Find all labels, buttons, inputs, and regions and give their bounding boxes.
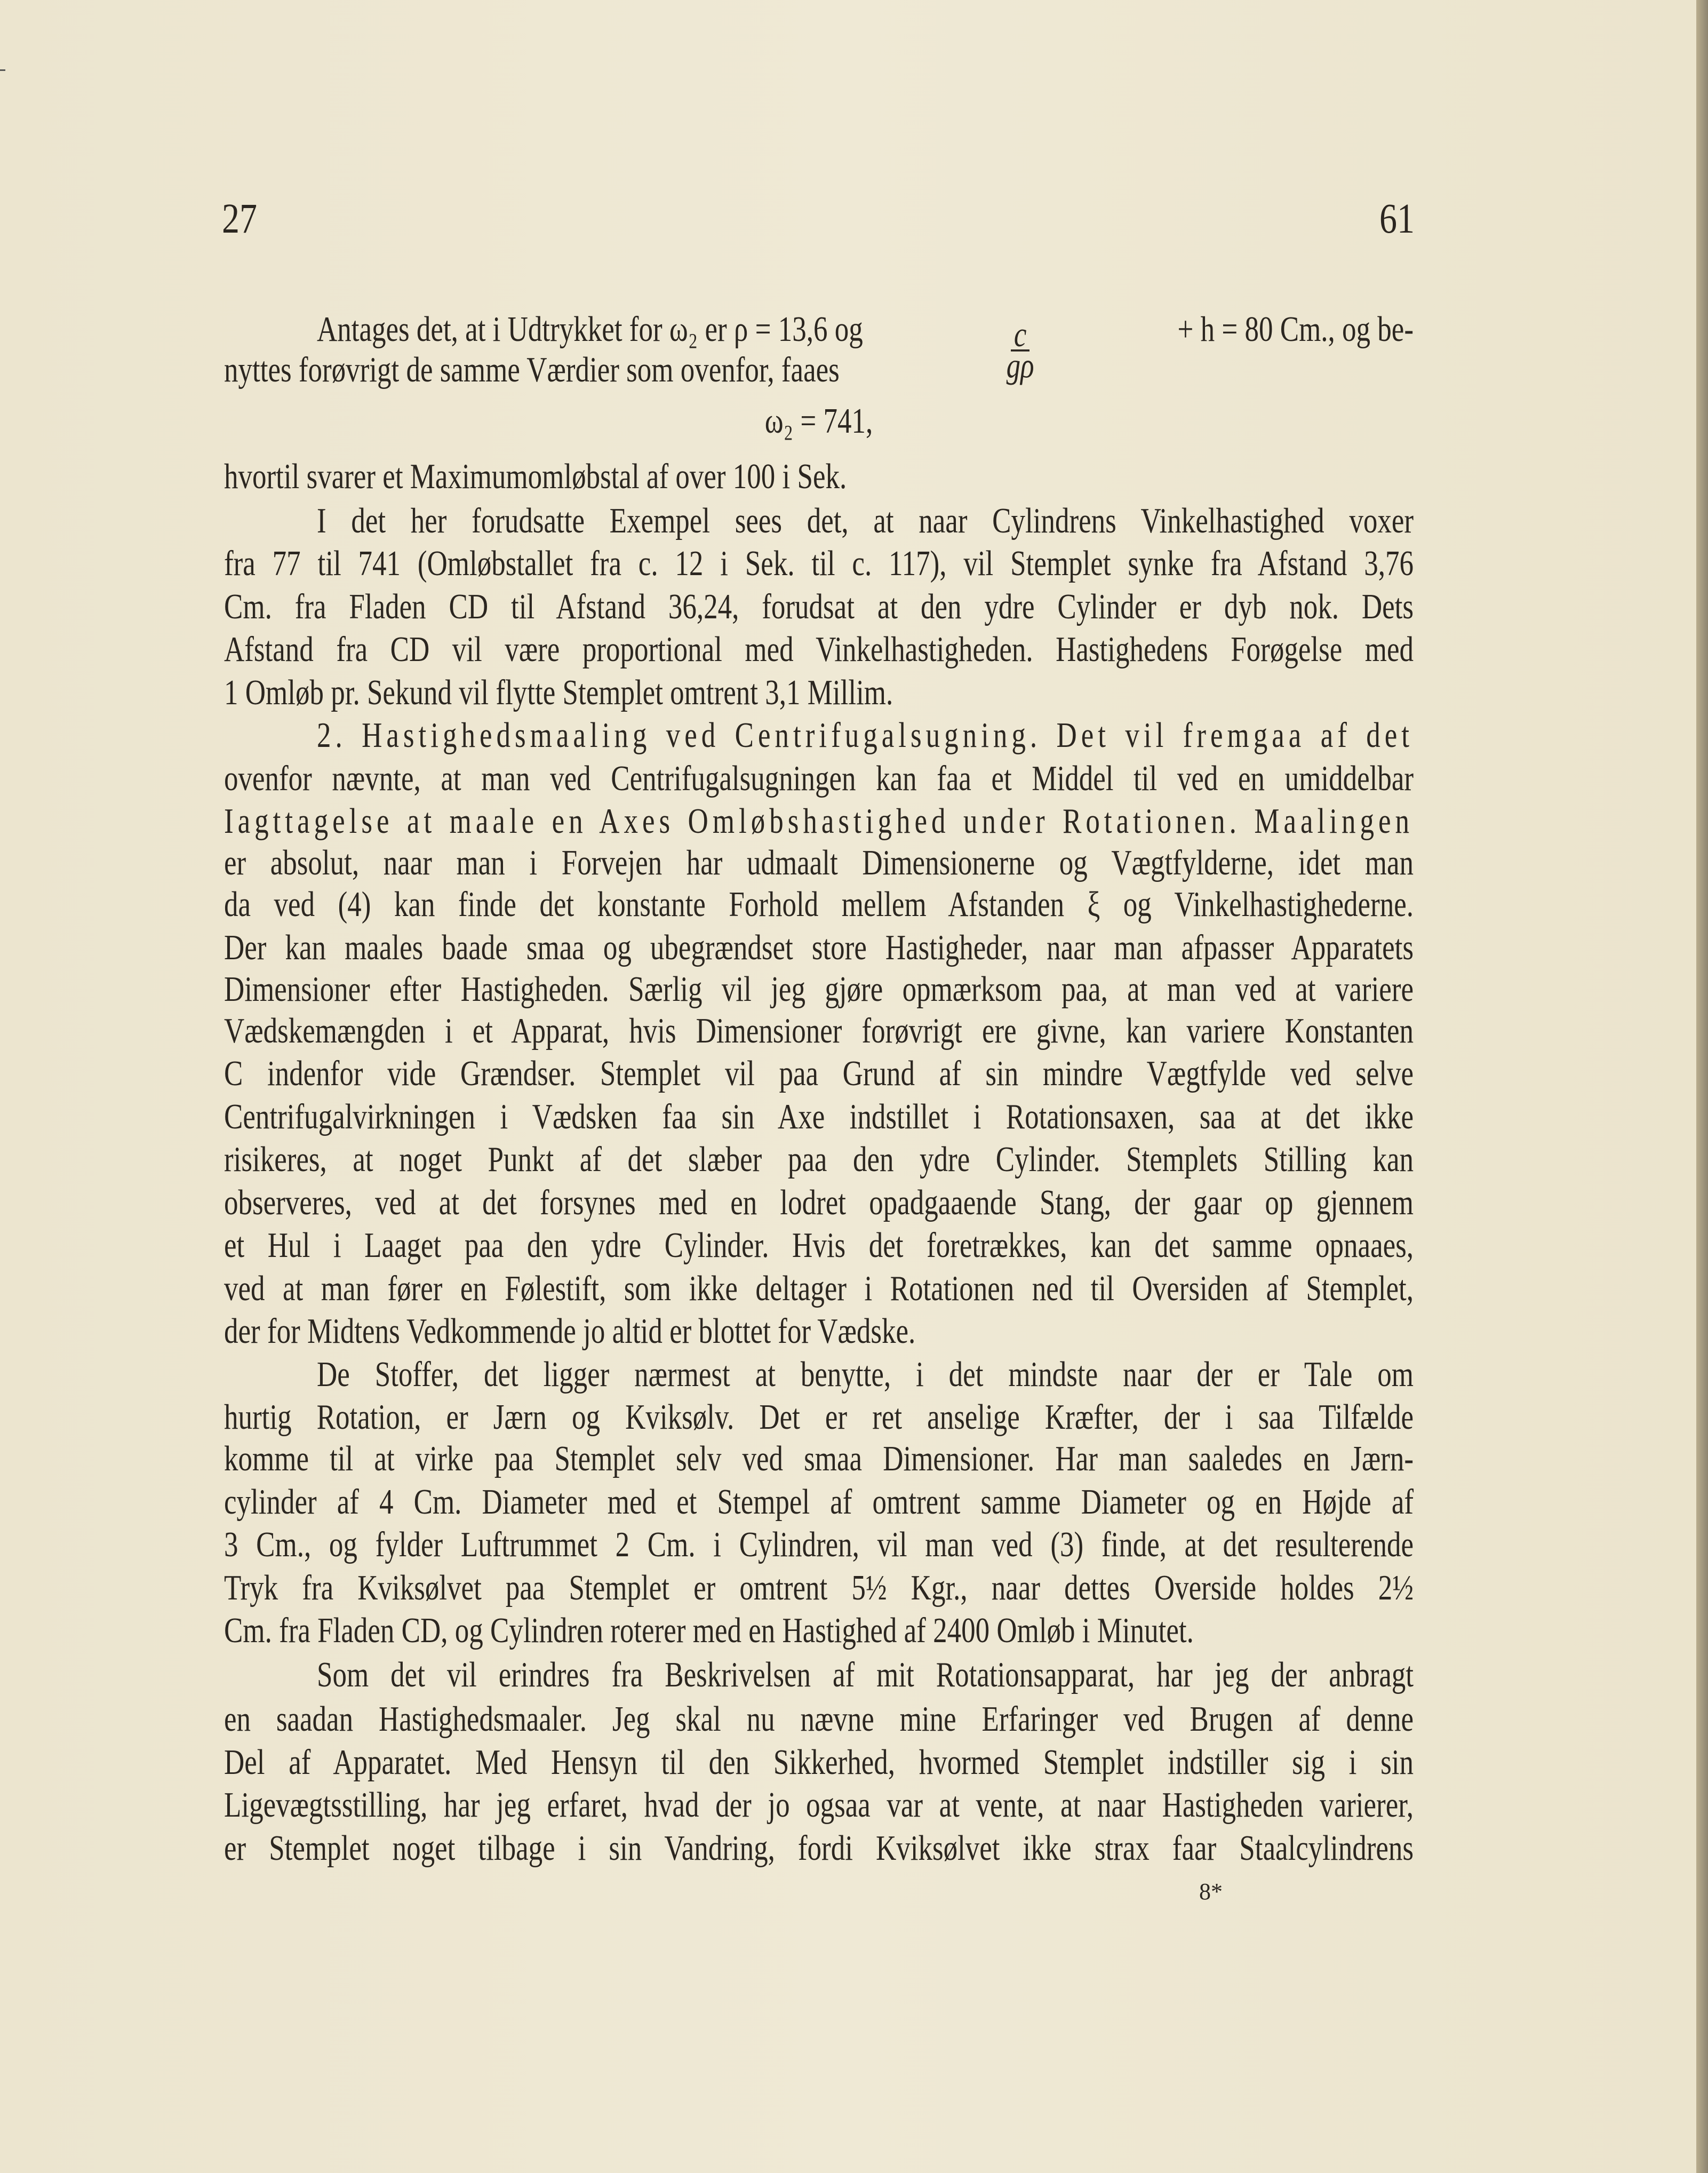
equation-line: ω₂ = 741,: [764, 402, 873, 441]
text-line: nyttes forøvrigt de samme Værdier som ovenfor, faaes: [224, 351, 840, 389]
text-line: De Stoffer, det ligger nærmest at benytte, i det mindste naar der er Tale om: [317, 1355, 1414, 1394]
text-line: ovenfor nævnte, at man ved Centrifugalsugningen kan faa et Middel til ved en umiddelbar: [224, 759, 1414, 798]
scan-mark: [0, 69, 5, 71]
text-line: observeres, ved at det forsynes med en lodret opadgaaende Stang, der gaar op gjennem: [224, 1183, 1414, 1222]
text-line: hvortil svarer et Maximumomløbstal af over 100 i Sek.: [224, 457, 847, 496]
text-line: Ligevægtsstilling, har jeg erfaret, hvad der jo ogsaa var at vente, at naar Hastigheden varierer,: [224, 1786, 1414, 1825]
text-line: der for Midtens Vedkommende jo altid er blottet for Vædske.: [224, 1312, 916, 1351]
text-line: Som det vil erindres fra Beskrivelsen af mit Rotationsapparat, har jeg der anbragt: [317, 1655, 1414, 1694]
text-line: en saadan Hastighedsmaaler. Jeg skal nu nævne mine Erfaringer ved Brugen af denne: [224, 1700, 1414, 1739]
text-line: Vædskemængden i et Apparat, hvis Dimensioner forøvrigt ere givne, kan variere Konstanten: [224, 1011, 1414, 1050]
text-line: ved at man fører en Følestift, som ikke deltager i Rotationen ned til Oversiden af Stemplet,: [224, 1269, 1414, 1308]
text-line: Centrifugalvirkningen i Vædsken faa sin Axe indstillet i Rotationsaxen, saa at det ikke: [224, 1097, 1414, 1136]
signature-mark: 8*: [1199, 1879, 1223, 1905]
text-line: da ved (4) kan finde det konstante Forhold mellem Afstanden ξ og Vinkelhastighederne.: [224, 885, 1414, 924]
text-line: et Hul i Laaget paa den ydre Cylinder. Hvis det foretrækkes, kan det samme opnaaes,: [224, 1226, 1414, 1265]
text-line: Del af Apparatet. Med Hensyn til den Sikkerhed, hvormed Stemplet indstiller sig i sin: [224, 1743, 1414, 1782]
text-line: Tryk fra Kviksølvet paa Stemplet er omtrent 5½ Kgr., naar dettes Overside holdes 2½: [224, 1568, 1414, 1607]
text-line: Dimensioner efter Hastigheden. Særlig vil jeg gjøre opmærksom paa, at man ved at variere: [224, 969, 1414, 1009]
text-line: Iagttagelse at maale en Axes Omløbshastighed under Rotationen. Maalingen: [224, 802, 1414, 841]
text-line: er Stemplet noget tilbage i sin Vandring, fordi Kviksølvet ikke strax faar Staalcylindrens: [224, 1829, 1414, 1868]
page-edge-shadow: [1696, 0, 1708, 2173]
text-line: Cm. fra Fladen CD til Afstand 36,24, forudsat at den ydre Cylinder er dyb nok. Dets: [224, 587, 1414, 626]
text-line: komme til at virke paa Stemplet selv ved smaa Dimensioner. Har man saaledes en Jærn-: [224, 1439, 1414, 1478]
text-line: cylinder af 4 Cm. Diameter med et Stempel af omtrent samme Diameter og en Højde af: [224, 1482, 1414, 1522]
page-number-right: 61: [1379, 195, 1415, 242]
text-line: 3 Cm., og fylder Luftrummet 2 Cm. i Cylindren, vil man ved (3) finde, at det resulterende: [224, 1525, 1414, 1564]
formula-text-after: + h = 80 Cm., og be-: [1177, 310, 1414, 349]
fraction-denominator: gρ: [1006, 347, 1034, 386]
text-line: I det her forudsatte Exempel sees det, at naar Cylindrens Vinkelhastighed voxer: [317, 502, 1414, 540]
page-number-left: 27: [222, 195, 257, 242]
text-line: C indenfor vide Grændser. Stemplet vil paa Grund af sin mindre Vægtfylde ved selve: [224, 1054, 1414, 1093]
text-line: 2. Hastighedsmaaling ved Centrifugalsugning. Det vil fremgaa af det: [317, 716, 1414, 755]
text-line: 1 Omløb pr. Sekund vil flytte Stemplet omtrent 3,1 Millim.: [224, 673, 893, 712]
text-line: risikeres, at noget Punkt af det slæber paa den ydre Cylinder. Stemplets Stilling kan: [224, 1140, 1414, 1179]
text-line: hurtig Rotation, er Jærn og Kviksølv. Det er ret anselige Kræfter, der i saa Tilfælde: [224, 1398, 1414, 1437]
text-line: Der kan maales baade smaa og ubegrændset store Hastigheder, naar man afpasser Apparatets: [224, 928, 1414, 967]
text-line: er absolut, naar man i Forvejen har udmaalt Dimensionerne og Vægtfylderne, idet man: [224, 843, 1414, 883]
text-line: fra 77 til 741 (Omløbstallet fra c. 12 i Sek. til c. 117), vil Stemplet synke fra Afstand 3,76: [224, 544, 1414, 584]
text-line: Afstand fra CD vil være proportional med Vinkelhastigheden. Hastighedens Forøgelse med: [224, 630, 1414, 670]
formula-text-before: Antages det, at i Udtrykket for ω₂ er ρ = 13,6 og: [317, 310, 863, 349]
text-line: Cm. fra Fladen CD, og Cylindren roterer med en Hastighed af 2400 Omløb i Minutet.: [224, 1611, 1194, 1650]
fraction-numerator: c: [1011, 320, 1030, 352]
